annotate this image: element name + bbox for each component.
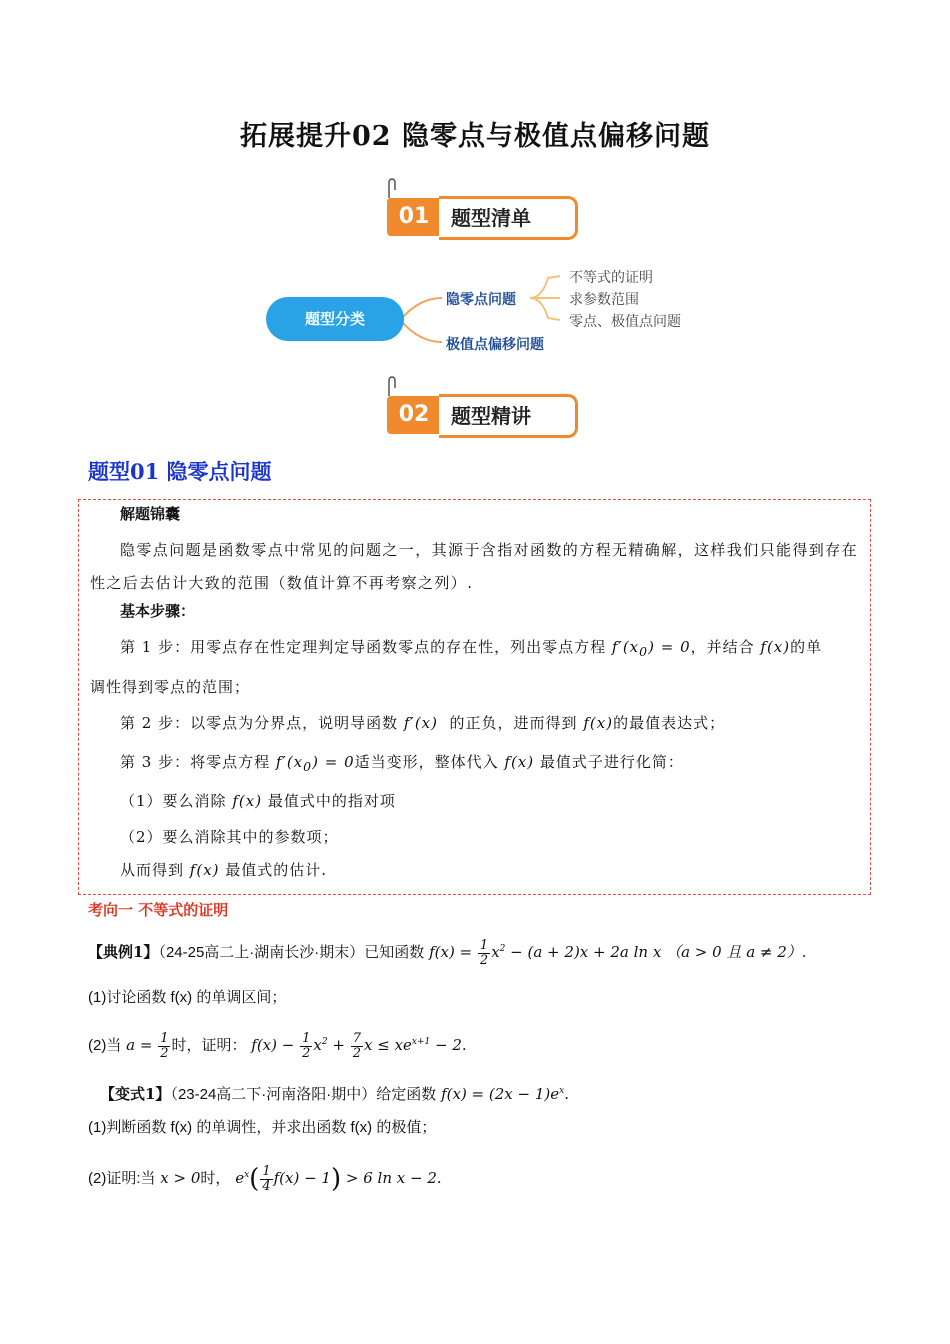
formula: f(x) = $\frac{1}{2}$ $x^2 - (a + 2)x + 2a$ ln x xyxy=(429,937,662,968)
step-2-line xyxy=(120,712,725,734)
step-1-text: ，并结合 xyxy=(690,638,755,656)
step-2-text: 第 2 步：以零点为分界点，说明导函数 xyxy=(120,714,399,732)
question-text: 时， xyxy=(200,1170,231,1187)
variant-source: （23-24高二下·河南洛阳·期中）给定函数 xyxy=(170,1086,437,1103)
sub-item-text: （1）要么消除 xyxy=(120,792,227,810)
formula: $f'(x_0) = 0$ xyxy=(611,638,691,659)
banner-number: 02 xyxy=(387,396,441,434)
formula: $e^x$( $\frac{1}{4}$ f(x) − 1) > 6 ln x − 2. xyxy=(235,1163,442,1194)
variant-1-q1: (1)判断函数 f(x) 的单调性，并求出函数 f(x) 的极值； xyxy=(88,1119,437,1136)
step-3-text: 最值式子进行化简： xyxy=(539,753,684,771)
step-3-text: 第 3 步：将零点方程 xyxy=(120,753,271,771)
example-1-statement xyxy=(88,938,807,968)
mindmap-leaf: 求参数范围 xyxy=(569,292,639,308)
conclusion-text: 最值式的估计. xyxy=(225,861,328,879)
question-text: (2)当 xyxy=(88,1037,122,1054)
step-2-text: 的最值表达式； xyxy=(613,714,726,732)
question-text: (2)证明:当 xyxy=(88,1170,156,1187)
paperclip-icon xyxy=(385,178,399,200)
variant-tag: 【变式1】 xyxy=(100,1085,171,1103)
formula: $f'(x_0) = 0$ xyxy=(275,753,355,774)
step-2-text: 的正负，进而得到 xyxy=(449,714,578,732)
step-1-cont: 调性得到零点的范围； xyxy=(90,678,251,696)
formula: x > 0 xyxy=(160,1169,201,1187)
sub-item-text: 最值式中的指对项 xyxy=(267,792,396,810)
example-1-q2 xyxy=(88,1031,467,1061)
mindmap-branch-extreme-shift: 极值点偏移问题 xyxy=(446,337,544,353)
section-heading: 题型01 隐零点问题 xyxy=(88,459,272,484)
sub-item-1 xyxy=(120,790,396,812)
question-text: . xyxy=(461,1036,467,1054)
step-1-text: 第 1 步：用零点存在性定理判定导函数零点的存在性，列出零点方程 xyxy=(120,638,607,656)
step-3-line xyxy=(120,751,684,778)
step-3-text: 适当变形，整体代入 xyxy=(354,753,499,771)
banner-label: 题型精讲 xyxy=(439,394,578,438)
example-condition: （a > 0 且 a ≠ 2）. xyxy=(666,943,807,961)
conclusion-text: 从而得到 xyxy=(120,861,185,879)
formula: f(x) xyxy=(504,753,535,771)
steps-heading: 基本步骤： xyxy=(120,602,196,620)
mindmap-branch-hidden-zero: 隐零点问题 xyxy=(446,292,516,308)
example-source: （24-25高二上·湖南长沙·期末）已知函数 xyxy=(158,944,425,961)
tips-intro: 隐零点问题是函数零点中常见的问题之一，其源于含指对函数的方程无精确解，这样我们只能得到存在性之后去估计大致的范围（数值计算不再考察之列）. xyxy=(90,541,859,592)
step-1-text: 的单 xyxy=(790,638,823,656)
paperclip-icon xyxy=(385,376,399,398)
formula-exponent: x xyxy=(559,1086,565,1096)
mindmap-leaf: 不等式的证明 xyxy=(569,270,653,286)
formula: f′(x) xyxy=(403,714,438,732)
mindmap-leaf: 零点、极值点问题 xyxy=(569,314,681,330)
formula: f(x) xyxy=(232,792,263,810)
formula: a = $\frac{1}{2}$ xyxy=(126,1030,169,1061)
formula: f(x) − $\frac{1}{2}$ $x^2$ + $\frac{7}{2}$ $x \le xe^{x+1} - 2$ xyxy=(251,1030,462,1061)
fraction: $\frac{1}{2}$ xyxy=(479,937,489,968)
sub-item-2: （2）要么消除其中的参数项； xyxy=(120,828,339,846)
banner-label: 题型清单 xyxy=(439,196,578,240)
conclusion-line xyxy=(120,859,327,881)
topic-direction-heading: 考向一 不等式的证明 xyxy=(88,901,229,919)
formula: f(x) xyxy=(583,714,614,732)
section-banner-02 xyxy=(387,388,572,436)
formula: f(x) xyxy=(760,638,791,656)
question-text: 时，证明： xyxy=(171,1037,247,1054)
section-banner-01 xyxy=(387,190,572,238)
page-title: 拓展提升02 隐零点与极值点偏移问题 xyxy=(240,121,710,152)
variant-1-q2 xyxy=(88,1164,442,1194)
example-tag: 【典例1】 xyxy=(88,943,159,961)
formula: f(x) = (2x − 1)e xyxy=(441,1085,560,1103)
banner-number: 01 xyxy=(387,198,441,236)
mindmap-root: 题型分类 xyxy=(266,297,404,341)
step-1-line xyxy=(120,636,865,663)
variant-1-statement: 【变式1】（23-24高二下·河南洛阳·期中）给定函数 $f(x) = (2x - 1)e^x$. xyxy=(100,1085,569,1103)
tips-heading: 解题锦囊 xyxy=(120,505,181,523)
formula: f(x) xyxy=(189,861,220,879)
example-1-q1: (1)讨论函数 f(x) 的单调区间； xyxy=(88,989,287,1006)
